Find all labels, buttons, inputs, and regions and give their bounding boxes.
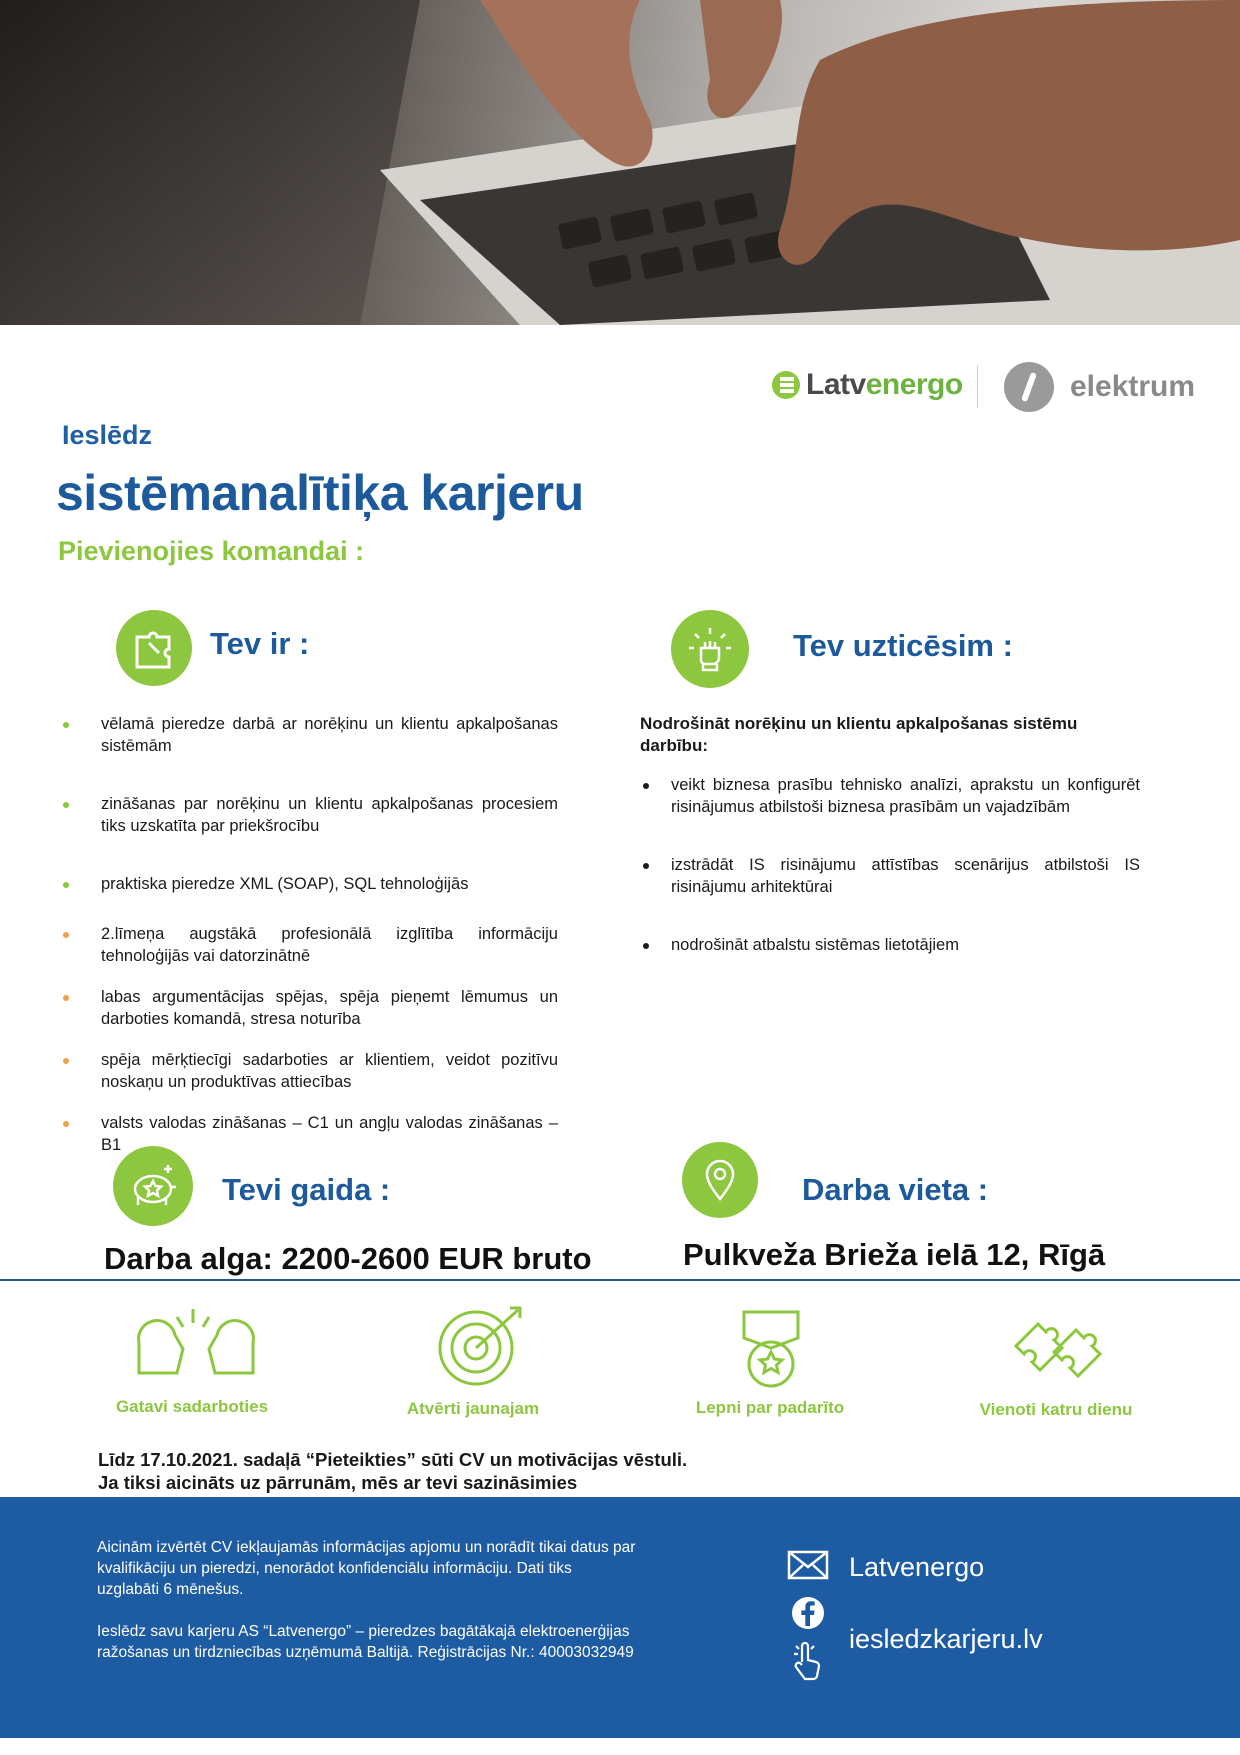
medal-icon — [738, 1308, 804, 1395]
hero-illustration — [0, 0, 1240, 325]
application-instructions — [98, 1448, 687, 1494]
tev-uzticesim-item-text: izstrādāt IS risinājumu attīstības scenārijus atbilstoši IS risinājumu arhitektūrai — [671, 856, 1140, 896]
title-kicker: Ieslēdz — [62, 420, 153, 450]
target-arrow-icon — [434, 1302, 530, 1393]
tev-uzticesim-intro: Nodrošināt norēķinu un klientu apkalpošanas sistēmu darbību: — [640, 714, 1078, 755]
address-value: Pulkveža Brieža ielā 12, Rīgā — [683, 1237, 1106, 1272]
section-divider — [0, 1279, 1240, 1281]
tev-ir-item — [101, 873, 558, 895]
value-label-1: Gatavi sadarboties — [115, 1397, 269, 1416]
bullet-icon — [63, 1058, 69, 1064]
tev-ir-item — [101, 1049, 558, 1093]
page-subtitle: Pievienojies komandai : — [58, 536, 365, 566]
pointer-hand-icon — [792, 1640, 822, 1687]
salary-value: Darba alga: 2200-2600 EUR bruto — [104, 1241, 592, 1276]
bullet-icon — [63, 802, 69, 808]
bullet-icon — [63, 995, 69, 1001]
tev-uzticesim-item-text: nodrošināt atbalstu sistēmas lietotājiem — [671, 936, 959, 954]
tev-ir-heading: Tev ir : — [210, 626, 310, 661]
tev-ir-item — [101, 793, 558, 837]
tev-uzticesim-heading: Tev uzticēsim : — [793, 628, 1013, 663]
tev-ir-item-text: labas argumentācijas spējas, spēja pieņemt lēmumus un darboties komandā, stresa noturība — [101, 988, 558, 1028]
value-label-4: Vienoti katru dienu — [979, 1400, 1133, 1419]
tev-ir-item-text: spēja mērķtiecīgi sadarboties ar klientiem, veidot pozitīvu noskaņu un produktīvas attiecības — [101, 1051, 558, 1091]
cta-line-1: Līdz 17.10.2021. sadaļā “Pieteikties” sūti CV un motivācijas vēstuli. — [98, 1449, 688, 1470]
value-label-3: Lepni par padarīto — [695, 1398, 845, 1417]
value-label-2: Atvērti jaunajam — [406, 1399, 540, 1418]
cta-line-2: Ja tiksi aicināts uz pārrunām, mēs ar tevi sazināsimies — [98, 1472, 578, 1493]
tev-ir-item-text: 2.līmeņa augstākā profesionālā izglītība informāciju tehnoloģijās vai datorzinātnē — [101, 925, 558, 965]
latvenergo-logo-text: Latvenergo — [806, 368, 963, 401]
tev-uzticesim-item — [671, 934, 1140, 956]
tev-ir-item-text: valsts valodas zināšanas – C1 un angļu valodas zināšanas – B1 — [101, 1114, 558, 1154]
tev-ir-item — [101, 923, 558, 967]
hero-photo-laptop-typing — [0, 0, 1240, 325]
footer-text — [97, 1537, 637, 1684]
bullet-icon — [643, 943, 649, 949]
footer-privacy-note: Aicinām izvērtēt CV iekļaujamās informācijas apjomu un norādīt tikai datus par kvalifikāciju un pieredzi, nenorādot konfidenciālu informāciju. Dati tiks uzglabāti 6 mēnešus. — [97, 1539, 636, 1598]
puzzle-pieces-icon — [1010, 1306, 1106, 1397]
latvenergo-logo — [772, 368, 963, 402]
bullet-icon — [643, 863, 649, 869]
elektrum-logo — [1004, 362, 1195, 412]
tev-ir-item — [101, 986, 558, 1030]
bullet-icon — [643, 783, 649, 789]
logo-divider — [977, 366, 978, 408]
fist-icon — [671, 610, 749, 688]
footer-company-note: Ieslēdz savu karjeru AS “Latvenergo” – pieredzes bagātākajā elektroenerģijas ražošanas un tirdzniecības uzņēmumā Baltijā. Reģistrācijas Nr.: 40003032949 — [97, 1623, 634, 1661]
bullet-icon — [63, 1121, 69, 1127]
page-title: sistēmanalītiķa karjeru — [56, 465, 584, 521]
tev-uzticesim-list — [671, 774, 1140, 975]
bullet-icon — [63, 722, 69, 728]
tevi-gaida-heading: Tevi gaida : — [222, 1172, 391, 1207]
facebook-icon[interactable] — [791, 1596, 825, 1635]
puzzle-icon — [116, 610, 192, 686]
latvenergo-logo-icon — [772, 371, 800, 399]
contact-email-link[interactable]: Latvenergo — [849, 1552, 985, 1582]
tev-ir-item — [101, 713, 558, 757]
bullet-icon — [63, 882, 69, 888]
location-pin-icon — [682, 1142, 758, 1218]
elektrum-logo-icon — [1004, 362, 1054, 412]
tev-ir-item-text: zināšanas par norēķinu un klientu apkalpošanas procesiem tiks uzskatīta par priekšrocību — [101, 795, 558, 835]
elektrum-logo-text: elektrum — [1070, 370, 1196, 403]
boxing-gloves-icon — [131, 1303, 261, 1388]
darba-vieta-heading: Darba vieta : — [802, 1172, 989, 1207]
piggy-bank-icon — [113, 1146, 193, 1226]
mail-icon — [787, 1550, 829, 1585]
tev-ir-item-text: vēlamā pieredze darbā ar norēķinu un klientu apkalpošanas sistēmām — [101, 715, 558, 755]
tev-uzticesim-item — [671, 774, 1140, 818]
career-website-link[interactable]: iesledzkarjeru.lv — [849, 1624, 1043, 1654]
tev-ir-item-text: praktiska pieredze XML (SOAP), SQL tehnoloģijās — [101, 875, 469, 893]
tev-uzticesim-item-text: veikt biznesa prasību tehnisko analīzi, aprakstu un konfigurēt risinājumus atbilstoši biznesa prasībām un vajadzībām — [671, 776, 1140, 816]
bullet-icon — [63, 932, 69, 938]
tev-ir-list — [101, 713, 558, 1175]
tev-uzticesim-item — [671, 854, 1140, 898]
